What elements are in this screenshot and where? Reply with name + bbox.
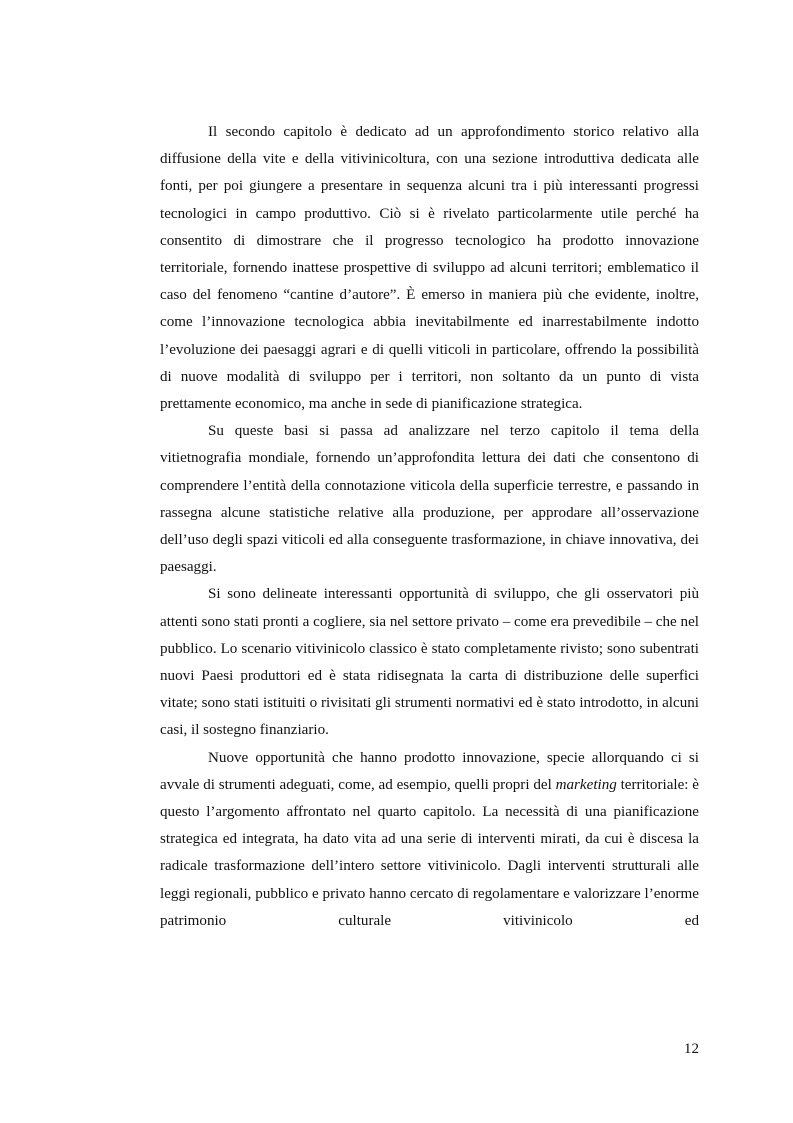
paragraph-chapter-four-text-start: Nuove opportunità che hanno prodotto innovazione, specie allorquando ci si avvale di strumenti adeguati, come, ad esempio, quelli propri del bbox=[160, 749, 699, 793]
paragraph-chapter-four bbox=[160, 745, 699, 935]
emphasis-marketing: marketing bbox=[555, 776, 617, 793]
paragraph-chapter-four-text-end: territoriale: è questo l’argomento affrontato nel quarto capitolo. La necessità di una pianificazione strategica ed integrata, ha dato vita ad una serie di interventi mirati, da cui è discesa la radicale trasformazione dell’intero settore vitivinicolo. Dagli interventi strutturali alle leggi regionali, pubblico e privato hanno cercato di regolamentare e valorizzare l’enorme patrimonio culturale vitivinicolo ed bbox=[160, 776, 699, 929]
paragraph-chapter-three: Su queste basi si passa ad analizzare nel terzo capitolo il tema della vitietnografia mondiale, fornendo un’approfondita lettura dei dati che consentono di comprendere l’entità della connotazione viticola della superficie terrestre, e passando in rassegna alcune statistiche relative alla produzione, per approdare all’osservazione dell’uso degli spazi viticoli ed alla conseguente trasformazione, in chiave innovativa, dei paesaggi. bbox=[160, 423, 699, 576]
paragraph-development-opportunities: Si sono delineate interessanti opportunità di sviluppo, che gli osservatori più attenti sono stati pronti a cogliere, sia nel settore privato – come era prevedibile – che nel pubblico. Lo scenario vitivinicolo classico è stato completamente rivisto; sono subentrati nuovi Paesi produttori ed è stata ridisegnata la carta di distribuzione delle superfici vitate; sono stati istituiti o rivisitati gli strumenti normativi ed è stato introdotto, in alcuni casi, il sostegno finanziario. bbox=[160, 586, 699, 739]
page-number: 12 bbox=[683, 1041, 699, 1057]
paragraph-chapter-two: Il secondo capitolo è dedicato ad un approfondimento storico relativo alla diffusione della vite e della vitivinicoltura, con una sezione introduttiva dedicata alle fonti, per poi giungere a presentare in sequenza alcuni tra i più interessanti progressi tecnologici in campo produttivo. Ciò si è rivelato particolarmente utile perché ha consentito di dimostrare che il progresso tecnologico ha prodotto innovazione territoriale, fornendo inattese prospettive di sviluppo ad alcuni territori; emblematico il caso del fenomeno “cantine d’autore”. È emerso in maniera più che evidente, inoltre, come l’innovazione tecnologica abbia inevitabilmente ed inarrestabilmente indotto l’evoluzione dei paesaggi agrari e di quelli viticoli in particolare, offrendo la possibilità di nuove modalità di sviluppo per i territori, non soltanto da un punto di vista prettamente economico, ma anche in sede di pianificazione strategica. bbox=[160, 124, 699, 413]
page-body bbox=[160, 119, 699, 935]
